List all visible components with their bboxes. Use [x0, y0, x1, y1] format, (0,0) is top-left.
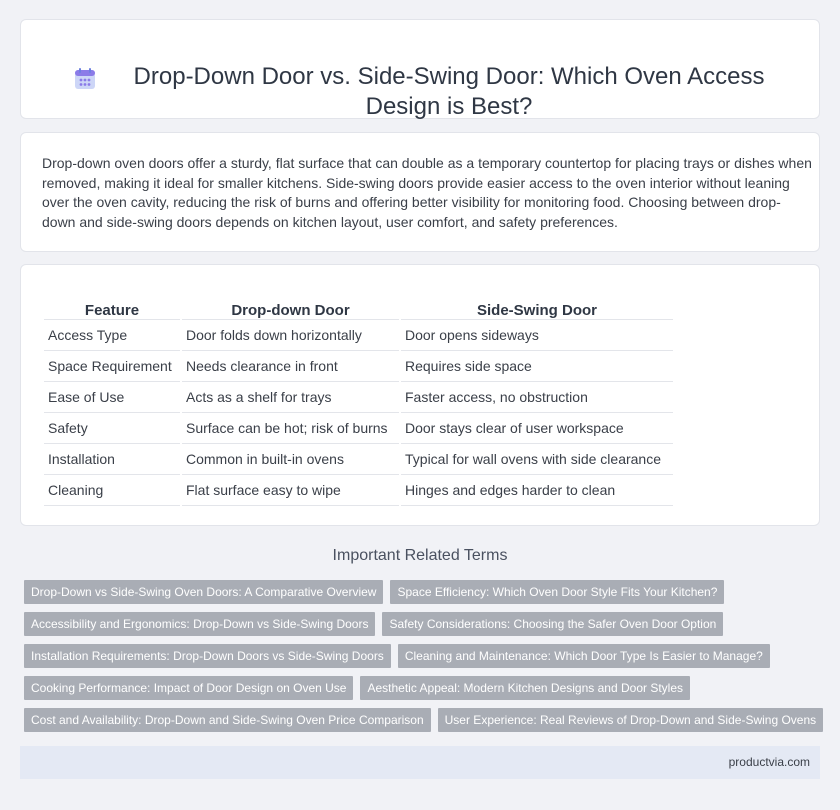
related-term-link[interactable]: Accessibility and Ergonomics: Drop-Down vs Side-Swing Doors: [24, 612, 375, 636]
table-cell: Common in built-in ovens: [181, 443, 400, 474]
calendar-icon: [73, 67, 97, 91]
table-cell: Acts as a shelf for trays: [181, 381, 400, 412]
tag-row: [24, 676, 824, 700]
table-header-row: [44, 293, 673, 319]
table-cell: Door folds down horizontally: [181, 319, 400, 350]
table-row: [44, 350, 673, 381]
intro-paragraph: Drop-down oven doors offer a sturdy, flat surface that can double as a temporary countertop for placing trays or dishes when removed, making it ideal for smaller kitchens. Side-swing doors provide easier access to the oven interior without leaning over the oven cavity, reducing the risk of burns and offering better visibility for monitoring food. Choosing between drop-down and side-swing doors depends on kitchen layout, user comfort, and safety preferences.: [42, 155, 812, 230]
related-term-link[interactable]: User Experience: Real Reviews of Drop-Down and Side-Swing Ovens: [438, 708, 824, 732]
table-cell: Safety: [44, 412, 181, 443]
related-term-link[interactable]: Space Efficiency: Which Oven Door Style Fits Your Kitchen?: [390, 580, 724, 604]
comparison-card: [20, 264, 820, 526]
table-cell: Cleaning: [44, 474, 181, 505]
table-row: [44, 474, 673, 505]
related-term-link[interactable]: Installation Requirements: Drop-Down Doors vs Side-Swing Doors: [24, 644, 391, 668]
table-cell: Access Type: [44, 319, 181, 350]
related-terms-heading: Important Related Terms: [332, 547, 508, 564]
table-cell: Ease of Use: [44, 381, 181, 412]
tag-row: [24, 708, 824, 732]
table-cell: Door opens sideways: [400, 319, 673, 350]
table-cell: Faster access, no obstruction: [400, 381, 673, 412]
table-cell: Hinges and edges harder to clean: [400, 474, 673, 505]
title-card: [20, 19, 820, 119]
table-row: [44, 381, 673, 412]
table-cell: Flat surface easy to wipe: [181, 474, 400, 505]
table-cell: Needs clearance in front: [181, 350, 400, 381]
related-term-link[interactable]: Cleaning and Maintenance: Which Door Type Is Easier to Manage?: [398, 644, 770, 668]
header-feature: Feature: [44, 293, 181, 319]
related-terms-list: [24, 580, 824, 740]
tag-row: [24, 612, 824, 636]
table-cell: Space Requirement: [44, 350, 181, 381]
table-cell: Requires side space: [400, 350, 673, 381]
footer: [20, 746, 820, 779]
header-drop-down: Drop-down Door: [181, 293, 400, 319]
table-row: [44, 319, 673, 350]
related-term-link[interactable]: Drop-Down vs Side-Swing Oven Doors: A Comparative Overview: [24, 580, 383, 604]
table-row: [44, 443, 673, 474]
table-cell: Door stays clear of user workspace: [400, 412, 673, 443]
header-side-swing: Side-Swing Door: [400, 293, 673, 319]
page-title: Drop-Down Door vs. Side-Swing Door: Which Oven Access Design is Best?: [133, 63, 765, 120]
table-row: [44, 412, 673, 443]
related-term-link[interactable]: Cooking Performance: Impact of Door Design on Oven Use: [24, 676, 353, 700]
related-term-link[interactable]: Safety Considerations: Choosing the Safer Oven Door Option: [382, 612, 723, 636]
tag-row: [24, 644, 824, 668]
site-link[interactable]: productvia.com: [728, 755, 810, 769]
table-cell: Typical for wall ovens with side clearance: [400, 443, 673, 474]
related-term-link[interactable]: Cost and Availability: Drop-Down and Side-Swing Oven Price Comparison: [24, 708, 431, 732]
table-cell: Installation: [44, 443, 181, 474]
comparison-table: [44, 293, 673, 506]
related-term-link[interactable]: Aesthetic Appeal: Modern Kitchen Designs and Door Styles: [360, 676, 690, 700]
intro-card: [20, 132, 820, 252]
table-cell: Surface can be hot; risk of burns: [181, 412, 400, 443]
tag-row: [24, 580, 824, 604]
